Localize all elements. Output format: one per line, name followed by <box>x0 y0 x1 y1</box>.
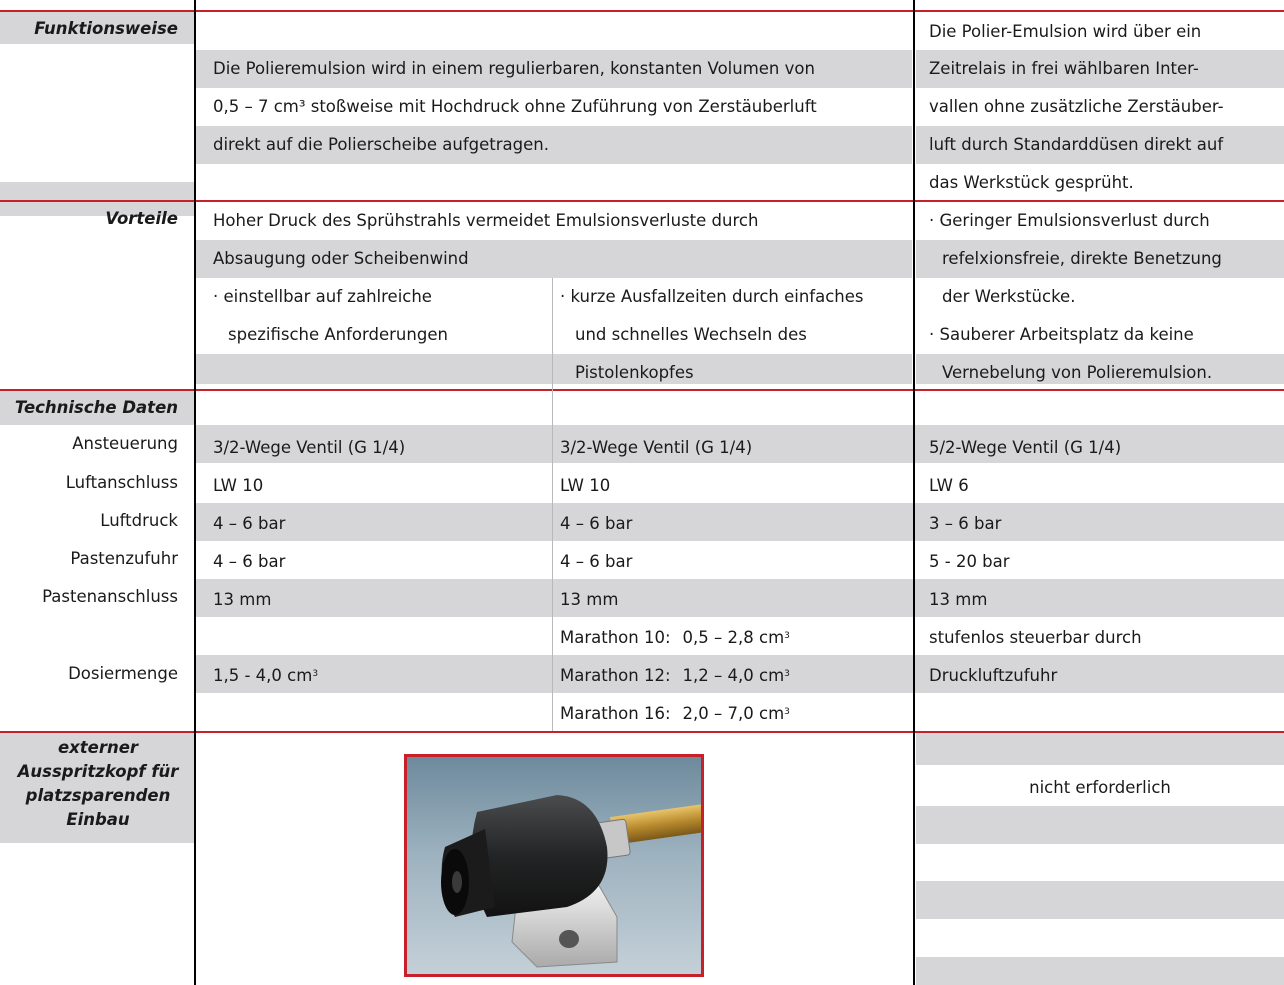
text-line: Absaugung oder Scheibenwind <box>213 249 469 268</box>
text-line: Vernebelung von Polieremulsion. <box>942 363 1213 382</box>
text-line: spezifische Anforderungen <box>228 325 448 344</box>
text-line: · Sauberer Arbeitsplatz da keine <box>929 325 1194 344</box>
row-band <box>916 881 1284 919</box>
text-line: refelxionsfreie, direkte Benetzung <box>942 249 1222 268</box>
not-required-text: nicht erforderlich <box>1029 778 1171 797</box>
spec-value: LW 6 <box>929 476 969 495</box>
section-header-funktionsweise: Funktionsweise <box>34 19 178 38</box>
text-line: Die Polier-Emulsion wird über ein <box>929 22 1202 41</box>
spec-value: 3/2-Wege Ventil (G 1/4) <box>560 438 753 457</box>
spec-label: Pastenanschluss <box>42 587 178 606</box>
spec-value: stufenlos steuerbar durch <box>929 628 1142 647</box>
text-line: direkt auf die Polierscheibe aufgetragen. <box>213 135 549 154</box>
section-divider <box>0 10 1284 12</box>
spec-value: 4 – 6 bar <box>560 552 633 571</box>
spec-label: Ansteuerung <box>72 434 178 453</box>
marathon-16: Marathon 16: 2,0 – 7,0 $cm^3$ <box>560 704 790 723</box>
text-line: Zeitrelais in frei wählbaren Inter- <box>929 59 1199 78</box>
spec-value: 4 – 6 bar <box>213 514 286 533</box>
spec-label: Pastenzufuhr <box>70 549 178 568</box>
section-header-technische-daten: Technische Daten <box>14 398 178 417</box>
spec-label: Luftanschluss <box>65 473 178 492</box>
row-band <box>196 579 1284 617</box>
text-line: · kurze Ausfallzeiten durch einfaches <box>560 287 864 306</box>
text-line: das Werkstück gesprüht. <box>929 173 1134 192</box>
text-line: · einstellbar auf zahlreiche <box>213 287 432 306</box>
text-line: vallen ohne zusätzliche Zerstäuber- <box>929 97 1224 116</box>
text-line: der Werkstücke. <box>942 287 1076 306</box>
section-header-vorteile: Vorteile <box>105 209 178 228</box>
column-rule <box>913 0 915 985</box>
column-rule <box>194 0 196 985</box>
spec-value: 3 – 6 bar <box>929 514 1002 533</box>
text-line: · Geringer Emulsionsverlust durch <box>929 211 1210 230</box>
spec-value: 3/2-Wege Ventil (G 1/4) <box>213 438 406 457</box>
row-band <box>916 957 1284 985</box>
section-header-externer-ausspritzkopf: externer Ausspritzkopf für platzsparenden Einbau <box>17 738 179 829</box>
spec-value: LW 10 <box>560 476 611 495</box>
spec-value: Druckluftzufuhr <box>929 666 1058 685</box>
spec-value: LW 10 <box>213 476 264 495</box>
text-line: 0,5 – 7 cm³ stoßweise mit Hochdruck ohne Zuführung von Zerstäuberluft <box>213 97 817 116</box>
text-line: Die Polieremulsion wird in einem regulierbaren, konstanten Volumen von <box>213 59 815 78</box>
row-band <box>196 503 1284 541</box>
row-band <box>196 354 912 384</box>
text-line: und schnelles Wechseln des <box>575 325 807 344</box>
spec-value: 5 - 20 bar <box>929 552 1010 571</box>
row-band <box>916 733 1284 765</box>
column-rule-thin <box>552 278 553 731</box>
product-photo <box>404 754 704 977</box>
text-line: Hoher Druck des Sprühstrahls vermeidet Emulsionsverluste durch <box>213 211 759 230</box>
spray-head-illustration <box>407 757 701 974</box>
spec-value: 13 mm <box>560 590 619 609</box>
spec-value: 4 – 6 bar <box>560 514 633 533</box>
text-line: luft durch Standarddüsen direkt auf <box>929 135 1224 154</box>
marathon-10: Marathon 10: 0,5 – 2,8 $cm^3$ <box>560 628 790 647</box>
spec-value: 13 mm <box>929 590 988 609</box>
spec-value: 13 mm <box>213 590 272 609</box>
spec-value: 4 – 6 bar <box>213 552 286 571</box>
spec-label: Luftdruck <box>100 511 178 530</box>
spec-value: 1,5 - 4,0 $cm^3$ <box>213 666 319 685</box>
spec-label: Dosiermenge <box>68 664 178 683</box>
spec-value: 5/2-Wege Ventil (G 1/4) <box>929 438 1122 457</box>
text-line: Pistolenkopfes <box>575 363 694 382</box>
row-band <box>916 806 1284 844</box>
marathon-12: Marathon 12: 1,2 – 4,0 $cm^3$ <box>560 666 790 685</box>
